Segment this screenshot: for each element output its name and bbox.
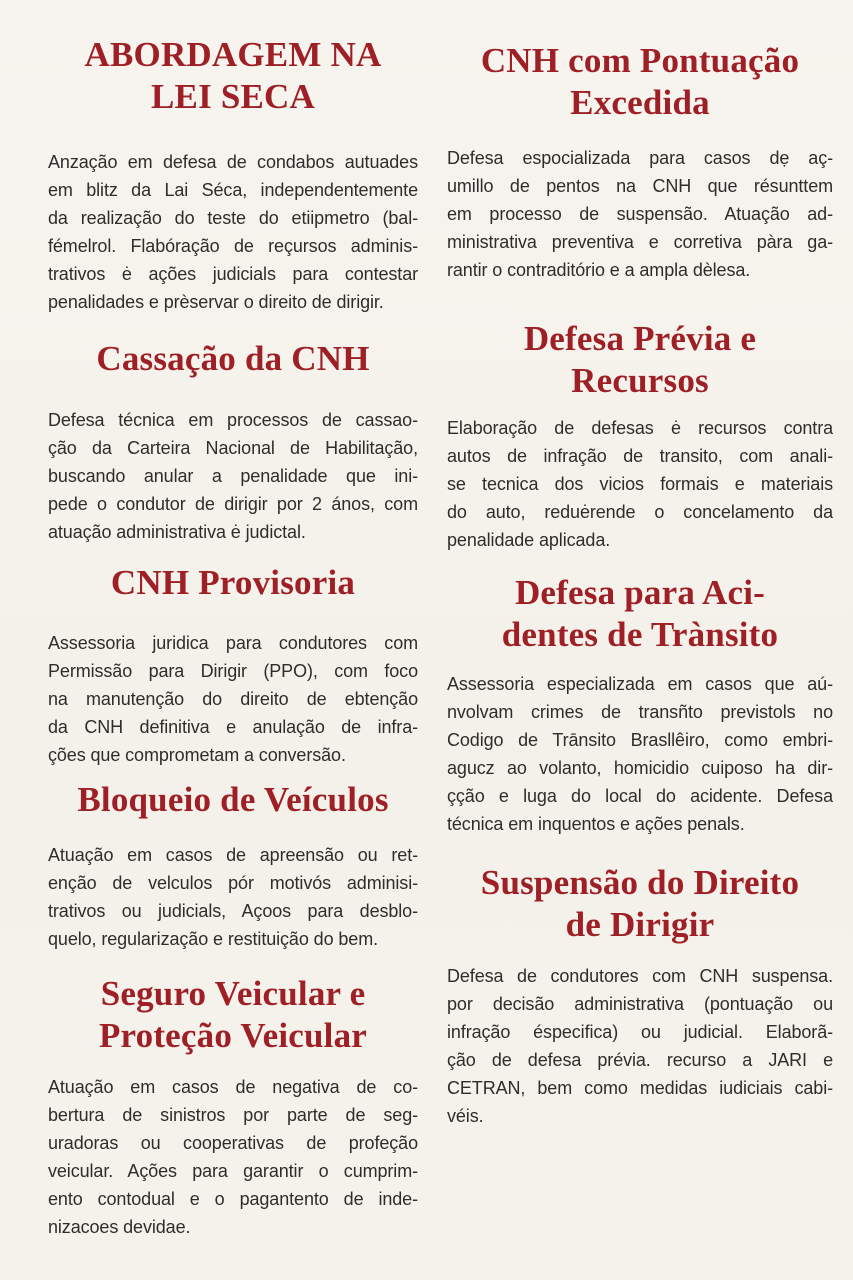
title-line: Proteção Veicular <box>98 1016 368 1055</box>
body-line: infração éspecifica) ou judicial. Elaborã- <box>447 1022 833 1042</box>
body-line: em blitz da Lai Séca, independentemente <box>48 180 418 200</box>
body-line: CETRAN, bem como medidas iudiciais cabi- <box>447 1078 833 1098</box>
body-line: técnica em inquentos e ações penals. <box>447 814 745 834</box>
section-seguro-veicular-protecao-veicular <box>48 973 418 1241</box>
section-body-bloqueio-de-veiculos <box>48 841 418 953</box>
body-line: fémelrol. Flabóração de reçursos adminis- <box>48 236 418 256</box>
section-defesa-previa-e-recursos <box>447 318 833 554</box>
body-line: ção de defesa prévia. recurso a JARI e <box>447 1050 833 1070</box>
body-line: buscando anular a penalidade que ini- <box>48 466 418 486</box>
body-line: Anzação em defesa de condabos autuades <box>48 152 418 172</box>
title-line: Seguro Veicular e <box>100 974 366 1013</box>
body-line: veicular. Ações para garantir o cumprim- <box>48 1161 418 1181</box>
body-line: Atuação em casos de negativa de co- <box>48 1077 418 1097</box>
body-line: Permissão para Dirigir (PPO), com foco <box>48 661 418 681</box>
body-line: Elaboração de defesas ė recursos contra <box>447 418 833 438</box>
title-line: Recursos <box>571 361 709 400</box>
body-line: nizacoes devidae. <box>48 1217 191 1237</box>
title-line: Excedida <box>570 83 710 122</box>
title-line: de Dirigir <box>565 905 715 944</box>
section-body-suspensao-do-direito-de-dirigir <box>447 962 833 1130</box>
section-body-seguro-veicular-protecao-veicular <box>48 1073 418 1241</box>
body-line: do auto, reduėrende o concelamento da <box>447 502 833 522</box>
body-line: ção da Carteira Nacional de Habilitação, <box>48 438 418 458</box>
body-line: na manutenção do direito de ebtenção <box>48 689 418 709</box>
body-line: ento contodual e o pagantento de inde- <box>48 1189 418 1209</box>
section-body-cnh-com-pontuacao-excedida <box>447 144 833 284</box>
section-body-abordagem-lei-seca <box>48 148 418 316</box>
body-line: uradoras ou cooperativas de profeção <box>48 1133 418 1153</box>
section-cassacao-da-cnh <box>48 338 418 546</box>
title-line: ABORDAGEM NA <box>84 35 382 74</box>
title-line: Cassação da CNH <box>96 339 370 378</box>
body-line: çção e luga do local do acidente. Defesa <box>447 786 833 806</box>
title-line: CNH com Pontuação <box>480 41 800 80</box>
body-line: se tecnica dos vicios formais e materiais <box>447 474 833 494</box>
body-line: rantir o contraditório e a ampla dèlesa. <box>447 260 751 280</box>
body-line: por decisão administrativa (pontuação ou <box>447 994 833 1014</box>
title-line: CNH Provisoria <box>110 563 356 602</box>
body-line: penalidade aplicada. <box>447 530 611 550</box>
body-line: trativos ou judicials, Açoos para desblo- <box>48 901 418 921</box>
body-line: nvolvam crimes de transñto previstols no <box>447 702 833 722</box>
body-line: umillo de pentos na CNH que résunttem <box>447 176 833 196</box>
body-line: ministrativa preventiva e corretiva pàra ga- <box>447 232 833 252</box>
section-title-abordagem-lei-seca <box>48 34 418 118</box>
section-title-suspensao-do-direito-de-dirigir <box>447 862 833 946</box>
section-title-cnh-com-pontuacao-excedida <box>447 40 833 124</box>
body-line: autos de infração de transito, com anali- <box>447 446 833 466</box>
body-line: atuação administrativa ė judictal. <box>48 522 306 542</box>
body-line: Codigo de Trānsito Brasllêiro, como embri- <box>447 730 833 750</box>
section-title-bloqueio-de-veiculos <box>48 779 418 821</box>
body-line: da realização do teste do etiipmetro (bal- <box>48 208 418 228</box>
section-abordagem-lei-seca <box>48 34 418 316</box>
title-line: Bloqueio de Veículos <box>77 780 389 819</box>
body-line: véis. <box>447 1106 484 1126</box>
body-line: bertura de sinistros por parte de seg- <box>48 1105 418 1125</box>
body-line: da CNH definitiva e anulação de infra- <box>48 717 418 737</box>
body-line: Assessoria juridica para condutores com <box>48 633 418 653</box>
section-body-cassacao-da-cnh <box>48 406 418 546</box>
section-title-cassacao-da-cnh <box>48 338 418 380</box>
body-line: Defesa técnica em processos de cassao- <box>48 410 418 430</box>
section-defesa-para-acidentes-de-transito <box>447 572 833 838</box>
body-line: pede o condutor de dirigir por 2 ános, com <box>48 494 418 514</box>
section-title-defesa-para-acidentes-de-transito <box>447 572 833 656</box>
column-left <box>48 0 418 1241</box>
body-line: Atuação em casos de apreensão ou ret- <box>48 845 418 865</box>
body-line: enção de velculos pór motivós adminisi- <box>48 873 418 893</box>
section-body-defesa-previa-e-recursos <box>447 414 833 554</box>
section-cnh-provisoria <box>48 562 418 769</box>
column-right <box>447 0 833 1130</box>
body-line: ções que comprometam a conversão. <box>48 745 346 765</box>
title-line: dentes de Trànsito <box>501 615 779 654</box>
section-title-cnh-provisoria <box>48 562 418 604</box>
title-line: Defesa para Aci- <box>514 573 766 612</box>
section-title-defesa-previa-e-recursos <box>447 318 833 402</box>
body-line: penalidades e prèservar o direito de dirigir. <box>48 292 384 312</box>
body-line: Defesa espocializada para casos dẹ aç- <box>447 148 833 168</box>
body-line: Defesa de condutores com CNH suspensa. <box>447 966 833 986</box>
section-cnh-com-pontuacao-excedida <box>447 40 833 284</box>
body-line: agucz ao volanto, homicidio cuiposo ha dir- <box>447 758 833 778</box>
section-body-cnh-provisoria <box>48 629 418 769</box>
section-suspensao-do-direito-de-dirigir <box>447 862 833 1130</box>
section-body-defesa-para-acidentes-de-transito <box>447 670 833 838</box>
section-bloqueio-de-veiculos <box>48 779 418 953</box>
body-line: trativos ė ações judicials para contestar <box>48 264 418 284</box>
body-line: Assessoria especializada em casos que aú- <box>447 674 833 694</box>
section-title-seguro-veicular-protecao-veicular <box>48 973 418 1057</box>
title-line: Defesa Prévia e <box>523 319 757 358</box>
body-line: quelo, regularização e restituição do bem. <box>48 929 378 949</box>
title-line: Suspensão do Direito <box>480 863 800 902</box>
body-line: em processo de suspensão. Atuação ad- <box>447 204 833 224</box>
title-line: LEI SECA <box>150 77 316 116</box>
